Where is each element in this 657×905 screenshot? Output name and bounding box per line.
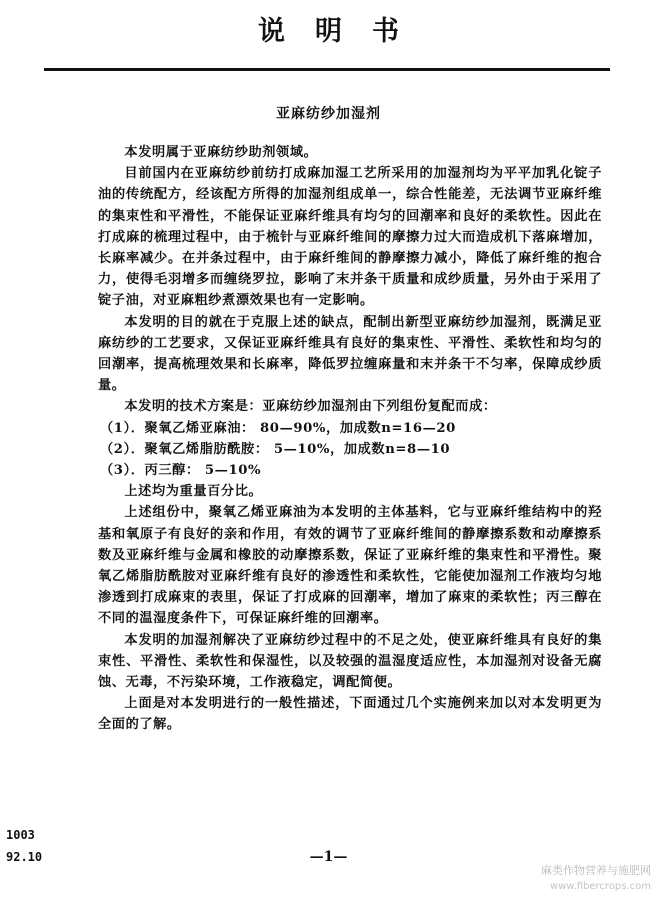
watermark-url: www.fibercrops.com	[549, 881, 651, 892]
paragraph: 本发明的加湿剂解决了亚麻纺纱过程中的不足之处，使亚麻纤维具有良好的集束性、平滑性、柔软性和保湿性，以及较强的温湿度适应性，本加湿剂对设备无腐蚀、无毒，不污染环境，工作液稳定，调配简便。	[98, 632, 602, 691]
paragraph: 本发明的技术方案是：亚麻纺纱加湿剂由下列组份复配而成：	[124, 399, 497, 415]
formula-item: （3）．丙三醇： 5—10%	[100, 463, 262, 479]
header-divider	[44, 68, 610, 71]
margin-note-code: 1003	[6, 828, 35, 842]
page-number: —1—	[309, 849, 348, 865]
paragraph: 上面是对本发明进行的一般性描述，下面通过几个实施例来加以对本发明更为全面的了解。	[98, 696, 602, 733]
formula-item: （1）．聚氧乙烯亚麻油： 80—90%，加成数n=16—20	[100, 420, 456, 436]
document-title: 亚麻纺纱加湿剂	[276, 106, 381, 122]
paragraph: 目前国内在亚麻纺纱前纺打成麻加湿工艺所采用的加湿剂均为平平加乳化锭子油的传统配方，经该配方所得的加湿剂组成单一，综合性能差，无法调节亚麻纤维的集束性和平滑性，不能保证亚麻纤维具有均匀的回潮率和良好的柔软性。因此在打成麻的梳理过程中，由于梳针与亚麻纤维间的摩擦力过大而造成机下落麻增加，长麻率减少。在并条过程中，由于麻纤维间的静摩擦力减小，降低了麻纤维的抱合力，使得毛羽增多而缠绕罗拉，影响了末并条干质量和成纱质量，另外由于采用了锭子油，对亚麻粗纱煮漂效果也有一定影响。	[98, 166, 602, 309]
margin-note-date: 92.10	[6, 850, 43, 864]
watermark-site-name: 麻类作物营养与施肥网	[541, 864, 651, 877]
paragraph: 上述均为重量百分比。	[124, 484, 263, 500]
paragraph: 本发明属于亚麻纺纱助剂领域。	[124, 145, 318, 160]
paragraph: 本发明的目的就在于克服上述的缺点，配制出新型亚麻纺纱加湿剂，既满足亚麻纺纱的工艺要求，又保证亚麻纤维具有良好的集束性、平滑性、柔软性和均匀的回潮率，提高梳理效果和长麻率，降低罗拉缠麻量和末并条干不匀率，保障成纱质量。	[98, 314, 602, 394]
document-body	[98, 142, 602, 736]
formula-item: （2）．聚氧乙烯脂肪酰胺： 5—10%，加成数n=8—10	[100, 441, 451, 457]
header-title: 说明书	[258, 16, 429, 47]
paragraph: 上述组份中，聚氧乙烯亚麻油为本发明的主体基料，它与亚麻纤维结构中的羟基和氧原子有良好的亲和作用，有效的调节了亚麻纤维间的静摩擦系数和动摩擦系数及亚麻纤维与金属和橡胶的动摩擦系数，保证了亚麻纤维的集束性和平滑性。聚氧乙烯脂肪酰胺对亚麻纤维有良好的渗透性和柔软性，它能使加湿剂工作液均匀地渗透到打成麻束的表里，保证了打成麻的回潮率，增加了麻束的柔软性；丙三醇在不同的温湿度条件下，可保证麻纤维的回潮率。	[98, 505, 602, 627]
